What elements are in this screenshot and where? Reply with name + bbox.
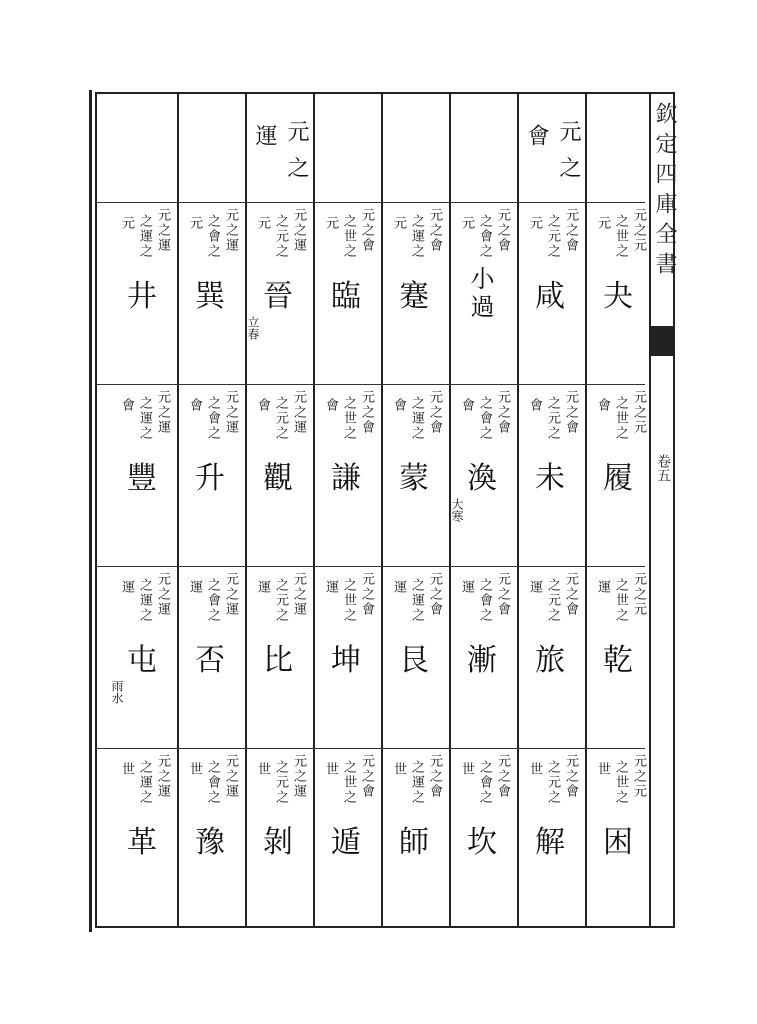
entry-annotation-right: 元之會: [563, 754, 578, 799]
hexagram-name: 觀: [263, 461, 293, 496]
entry-annotation-middle: 之會之: [205, 578, 220, 623]
hexagram-entry: [313, 750, 381, 928]
entry-annotation-middle: 之運之: [409, 578, 424, 623]
entry-annotation-middle: 之世之: [341, 578, 356, 623]
entry-annotation-left: 運: [459, 580, 474, 595]
entry-annotation-middle: 之運之: [409, 396, 424, 441]
entry-annotation-middle: 之世之: [341, 396, 356, 441]
book-title: 欽定四庫全書: [652, 102, 677, 282]
entry-annotation-left: 會: [391, 398, 406, 413]
hexagram-name: 豫: [195, 825, 225, 860]
text-column: [177, 94, 245, 930]
hexagram-name: 小過: [466, 266, 494, 322]
entry-annotation-right: 元之運: [223, 390, 238, 435]
entry-annotation-right: 元之會: [495, 208, 510, 253]
entry-annotation-right: 元之元: [631, 208, 646, 253]
hexagram-entry: [449, 750, 517, 928]
entry-annotation-right: 元之會: [495, 390, 510, 435]
hexagram-entry: [177, 204, 245, 382]
entry-annotation-left: 元: [255, 216, 270, 231]
entry-annotation-middle: 之會之: [205, 760, 220, 805]
page-gutter-line: [89, 90, 92, 932]
hexagram-name: 遁: [331, 825, 361, 860]
entry-annotation-middle: 之運之: [137, 214, 152, 259]
entry-annotation-right: 元之會: [359, 754, 374, 799]
hexagram-name: 咸: [535, 279, 565, 314]
entry-annotation-left: 世: [527, 762, 542, 777]
entry-annotation-middle: 之運之: [409, 214, 424, 259]
entry-annotation-right: 元之運: [291, 754, 306, 799]
entry-annotation-middle: 之世之: [341, 214, 356, 259]
solar-term-note: 雨水: [110, 680, 124, 704]
entry-annotation-left: 運: [527, 580, 542, 595]
entry-annotation-right: 元之運: [155, 390, 170, 435]
hexagram-name: 漸: [467, 643, 497, 678]
entry-annotation-middle: 之世之: [613, 396, 628, 441]
entry-annotation-right: 元之運: [155, 754, 170, 799]
entry-annotation-left: 元: [187, 216, 202, 231]
hexagram-entry: [517, 750, 585, 928]
entry-annotation-left: 運: [119, 580, 134, 595]
entry-annotation-right: 元之會: [563, 208, 578, 253]
entry-annotation-middle: 之元之: [545, 578, 560, 623]
entry-annotation-right: 元之運: [223, 754, 238, 799]
entry-annotation-middle: 之會之: [205, 214, 220, 259]
entry-annotation-left: 會: [527, 398, 542, 413]
entry-annotation-middle: 之元之: [273, 396, 288, 441]
hexagram-entry: [313, 386, 381, 564]
entry-annotation-left: 運: [323, 580, 338, 595]
entry-annotation-left: 世: [187, 762, 202, 777]
hexagram-name: 巽: [195, 279, 225, 314]
hexagram-entry: [381, 568, 449, 746]
hexagram-entry: [381, 386, 449, 564]
hexagram-name: 晉: [263, 279, 293, 314]
entry-annotation-right: 元之運: [223, 572, 238, 617]
hexagram-entry: [585, 204, 653, 382]
hexagram-name: 師: [399, 825, 429, 860]
entry-annotation-middle: 之元之: [545, 214, 560, 259]
entry-annotation-right: 元之運: [291, 390, 306, 435]
hexagram-entry: [109, 204, 177, 382]
hexagram-entry: [245, 568, 313, 746]
hexagram-name: 未: [535, 461, 565, 496]
hexagram-name: 豐: [127, 461, 157, 496]
entry-annotation-middle: 之會之: [477, 760, 492, 805]
entry-annotation-left: 會: [119, 398, 134, 413]
entry-annotation-middle: 之世之: [613, 214, 628, 259]
hexagram-entry: [109, 386, 177, 564]
text-column: [109, 94, 177, 930]
entry-annotation-left: 會: [255, 398, 270, 413]
entry-annotation-right: 元之會: [427, 754, 442, 799]
section-heading-text: 元之: [284, 120, 309, 192]
entry-annotation-left: 元: [391, 216, 406, 231]
entry-annotation-middle: 之運之: [137, 396, 152, 441]
entry-annotation-right: 元之會: [495, 754, 510, 799]
text-column: [585, 94, 653, 930]
entry-annotation-left: 運: [391, 580, 406, 595]
section-heading-text: 元之: [556, 120, 581, 192]
entry-annotation-left: 世: [595, 762, 610, 777]
entry-annotation-left: 運: [187, 580, 202, 595]
hexagram-name: 井: [127, 279, 157, 314]
entry-annotation-middle: 之元之: [545, 396, 560, 441]
hexagram-entry: [381, 204, 449, 382]
entry-annotation-right: 元之會: [359, 572, 374, 617]
volume-number: 卷五: [655, 454, 671, 482]
entry-annotation-middle: 之世之: [613, 760, 628, 805]
entry-annotation-right: 元之會: [563, 572, 578, 617]
entry-annotation-right: 元之會: [427, 208, 442, 253]
hexagram-name: 渙: [467, 461, 497, 496]
entry-annotation-right: 元之會: [359, 208, 374, 253]
hexagram-entry: [245, 750, 313, 928]
page-margin: [649, 94, 677, 930]
section-heading-text: 會: [524, 124, 549, 160]
entry-annotation-left: 世: [391, 762, 406, 777]
hexagram-name: 否: [195, 643, 225, 678]
entry-annotation-left: 世: [255, 762, 270, 777]
hexagram-entry: [177, 386, 245, 564]
hexagram-name: 旅: [535, 643, 565, 678]
entry-annotation-middle: 之運之: [137, 760, 152, 805]
entry-annotation-middle: 之會之: [477, 578, 492, 623]
entry-annotation-right: 元之運: [291, 572, 306, 617]
hexagram-entry: [517, 204, 585, 382]
hexagram-name: 困: [603, 825, 633, 860]
entry-annotation-middle: 之元之: [273, 578, 288, 623]
entry-annotation-right: 元之會: [563, 390, 578, 435]
entry-annotation-middle: 之世之: [613, 578, 628, 623]
hexagram-entry: [245, 386, 313, 564]
entry-annotation-right: 元之元: [631, 572, 646, 617]
entry-annotation-left: 元: [323, 216, 338, 231]
hexagram-name: 履: [603, 461, 633, 496]
hexagram-entry: [381, 750, 449, 928]
hexagram-entry: [449, 204, 517, 382]
entry-annotation-middle: 之運之: [409, 760, 424, 805]
solar-term-note: 立春: [246, 316, 260, 340]
hexagram-name: 坎: [467, 825, 497, 860]
entry-annotation-right: 元之運: [291, 208, 306, 253]
entry-annotation-left: 運: [595, 580, 610, 595]
entry-annotation-middle: 之元之: [545, 760, 560, 805]
entry-annotation-right: 元之元: [631, 754, 646, 799]
entry-annotation-right: 元之運: [155, 208, 170, 253]
entry-annotation-left: 會: [187, 398, 202, 413]
text-column: [449, 94, 517, 930]
book-page: [95, 92, 675, 928]
entry-annotation-left: 會: [323, 398, 338, 413]
entry-annotation-left: 世: [459, 762, 474, 777]
hexagram-entry: [449, 568, 517, 746]
text-column: [245, 94, 313, 930]
entry-annotation-right: 元之會: [359, 390, 374, 435]
entry-annotation-middle: 之會之: [477, 214, 492, 259]
hexagram-name: 升: [195, 461, 225, 496]
hexagram-name: 蒙: [399, 461, 429, 496]
hexagram-entry: [517, 568, 585, 746]
entry-annotation-left: 會: [459, 398, 474, 413]
text-column: [313, 94, 381, 930]
entry-annotation-middle: 之世之: [341, 760, 356, 805]
hexagram-entry: [313, 568, 381, 746]
entry-annotation-middle: 之元之: [273, 214, 288, 259]
hexagram-entry: [245, 204, 313, 382]
hexagram-name: 蹇: [399, 279, 429, 314]
hexagram-entry: [585, 568, 653, 746]
hexagram-entry: [585, 386, 653, 564]
hexagram-entry: [177, 750, 245, 928]
hexagram-name: 臨: [331, 279, 361, 314]
entry-annotation-left: 元: [527, 216, 542, 231]
hexagram-entry: [109, 568, 177, 746]
entry-annotation-right: 元之運: [223, 208, 238, 253]
entry-annotation-middle: 之元之: [273, 760, 288, 805]
entry-annotation-middle: 之會之: [477, 396, 492, 441]
entry-annotation-left: 運: [255, 580, 270, 595]
hexagram-name: 屯: [127, 643, 157, 678]
hexagram-entry: [313, 204, 381, 382]
hexagram-entry: [449, 386, 517, 564]
hexagram-name: 革: [127, 825, 157, 860]
entry-annotation-middle: 之會之: [205, 396, 220, 441]
hexagram-name: 坤: [331, 643, 361, 678]
hexagram-entry: [585, 750, 653, 928]
entry-annotation-left: 元: [119, 216, 134, 231]
section-heading-text: 運: [252, 124, 277, 160]
hexagram-name: 乾: [603, 643, 633, 678]
entry-annotation-middle: 之運之: [137, 578, 152, 623]
entry-annotation-right: 元之元: [631, 390, 646, 435]
entry-annotation-right: 元之運: [155, 572, 170, 617]
hexagram-entry: [109, 750, 177, 928]
entry-annotation-right: 元之會: [427, 390, 442, 435]
hexagram-name: 比: [263, 643, 293, 678]
hexagram-name: 解: [535, 825, 565, 860]
entry-annotation-right: 元之會: [427, 572, 442, 617]
hexagram-name: 剝: [263, 825, 293, 860]
hexagram-name: 謙: [331, 461, 361, 496]
entry-annotation-left: 世: [119, 762, 134, 777]
hexagram-entry: [177, 568, 245, 746]
entry-annotation-left: 元: [459, 216, 474, 231]
entry-annotation-left: 元: [595, 216, 610, 231]
hexagram-name: 艮: [399, 643, 429, 678]
text-column: [517, 94, 585, 930]
entry-annotation-right: 元之會: [495, 572, 510, 617]
text-column: [381, 94, 449, 930]
hexagram-entry: [517, 386, 585, 564]
solar-term-note: 大寒: [450, 498, 464, 522]
hexagram-name: 夬: [603, 279, 633, 314]
entry-annotation-left: 世: [323, 762, 338, 777]
entry-annotation-left: 會: [595, 398, 610, 413]
